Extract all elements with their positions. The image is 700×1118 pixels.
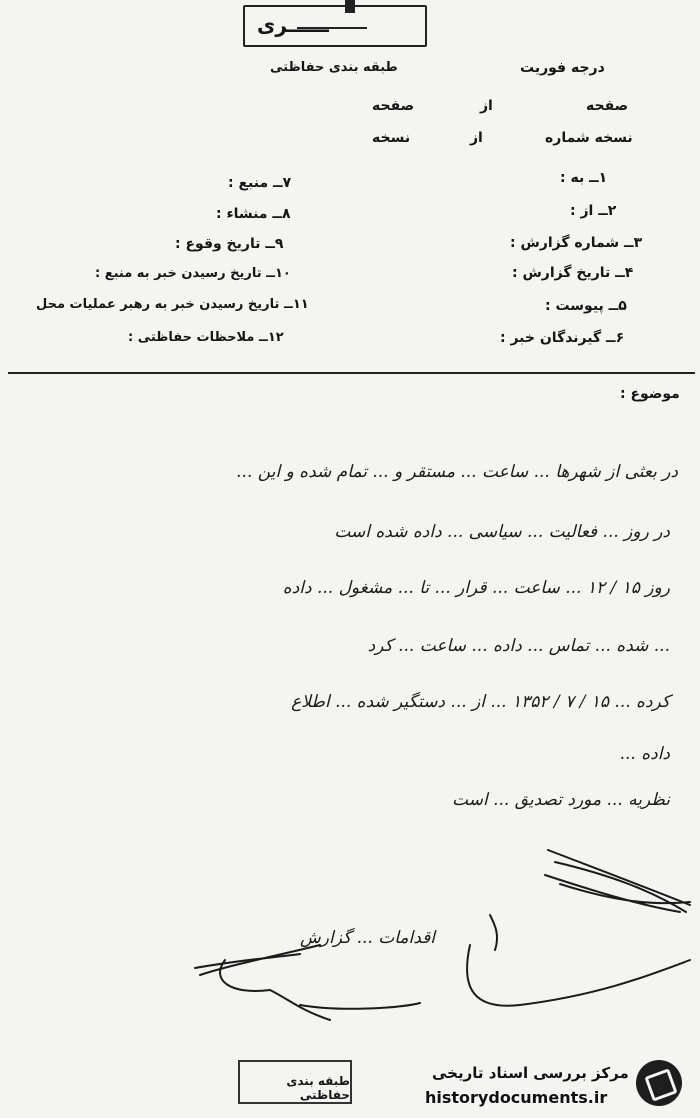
field-report-number: ۳ــ شماره گزارش :	[510, 235, 643, 251]
classification-stamp-bottom	[238, 1060, 352, 1104]
handwritten-line: داده ...	[619, 744, 670, 764]
handwritten-line: در روز ... فعالیت ... سیاسی ... داده شده است	[334, 522, 670, 542]
field-attachment: ۵ــ پیوست :	[545, 298, 627, 314]
page-label: صفحه	[586, 98, 629, 114]
copy-number-label: نسخه شماره	[545, 130, 633, 146]
handwritten-line: کرده ... ۱۵ / ۷ / ۱۳۵۲ ... از ... دستگیر شده ... اطلاع	[291, 692, 670, 712]
priority-label: درجه فوریت	[520, 60, 605, 76]
field-origin: ۸ــ منشاء :	[216, 206, 291, 222]
classification-label: طبقه بندی حفاظتی	[270, 60, 398, 75]
handwritten-line: ... شده ... تماس ... داده ... ساعت ... کرد	[367, 636, 670, 656]
field-source-receipt-date: ۱۰ــ تاریخ رسیدن خبر به منبع :	[95, 266, 291, 281]
field-recipients: ۶ــ گیرندگان خبر :	[500, 330, 625, 346]
classification-stamp-bottom-text: طبقه بندی حفاظتی	[286, 1074, 350, 1102]
field-from: ۲ــ از :	[570, 203, 617, 219]
copy-total-label: نسخه	[372, 130, 411, 146]
archive-logo-icon	[636, 1060, 682, 1106]
field-protective-notes: ۱۲ــ ملاحظات حفاظتی :	[128, 330, 284, 345]
watermark-org: مرکز بررسی اسناد تاریخی	[432, 1064, 629, 1082]
copy-of-label: از	[470, 130, 483, 146]
watermark-url: historydocuments.ir	[425, 1088, 608, 1107]
field-report-date: ۴ــ تاریخ گزارش :	[512, 265, 634, 281]
field-leader-receipt-date: ۱۱ــ تاریخ رسیدن خبر به رهبر عملیات محل	[36, 297, 309, 312]
page-of-label: از	[480, 98, 493, 114]
handwritten-line: نظریه ... مورد تصدیق ... است	[452, 790, 670, 810]
handwritten-line: در بعثی از شهرها ... ساعت ... مستقر و ... تمام شده و این ...	[236, 462, 678, 482]
classification-stamp-text: ــــــری	[257, 13, 329, 37]
field-event-date: ۹ــ تاریخ وقوع :	[175, 236, 284, 252]
field-to: ۱ــ به :	[560, 170, 608, 186]
handwritten-line: روز ۱۵ / ۱۲ ... ساعت ... قرار ... تا ... مشغول ... داده	[282, 578, 670, 598]
field-source: ۷ــ منبع :	[228, 175, 292, 191]
page-total-label: صفحه	[372, 98, 415, 114]
handwritten-signature-note: اقدامات ... گزارش	[300, 928, 435, 948]
subject-label: موضوع :	[620, 386, 680, 402]
